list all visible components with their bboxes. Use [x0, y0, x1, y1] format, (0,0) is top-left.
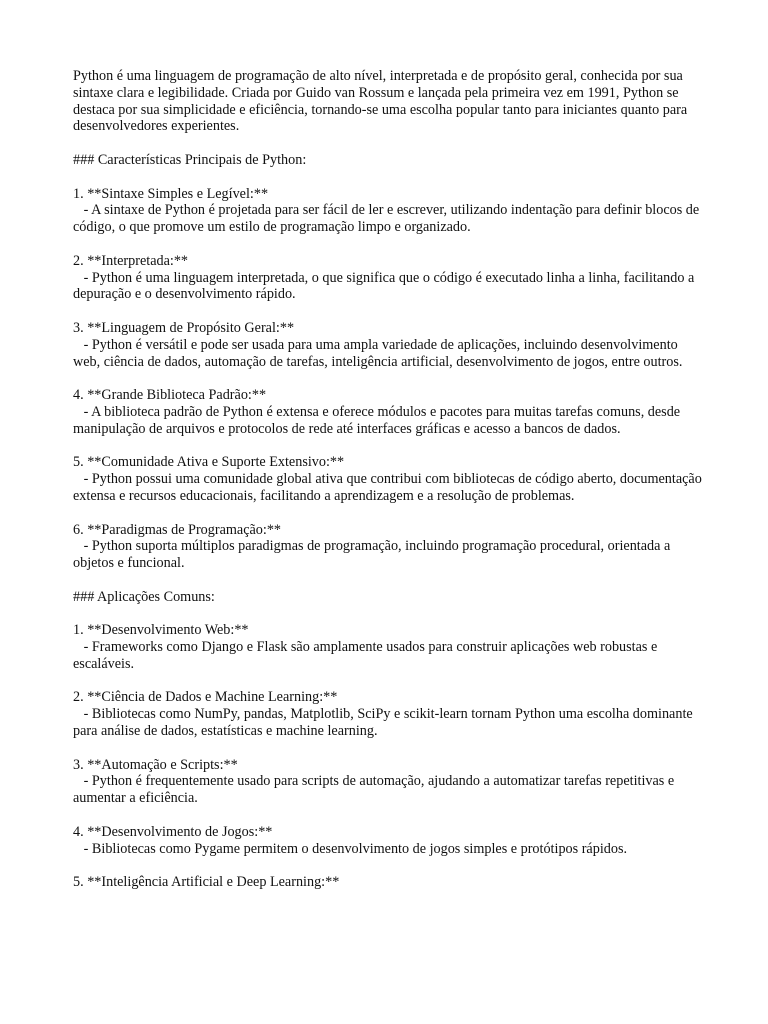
list-item: [73, 387, 703, 437]
list-item: [73, 622, 703, 672]
list-item: [73, 874, 703, 891]
list-item-title: 1. **Desenvolvimento Web:**: [73, 622, 249, 639]
list-item-description: - Frameworks como Django e Flask são amplamente usados para construir aplicações web robustas e escaláveis.: [73, 639, 661, 672]
list-item-description: - A biblioteca padrão de Python é extensa e oferece módulos e pacotes para muitas tarefas comuns, desde manipulação de arquivos e protocolos de rede até interfaces gráficas e acesso a bancos de dados.: [73, 403, 684, 437]
list-item: [73, 186, 703, 236]
list-item-description: - A sintaxe de Python é projetada para ser fácil de ler e escrever, utilizando indentação para definir blocos de código, o que promove um estilo de programação limpo e organizado.: [73, 202, 703, 236]
list-item: [73, 454, 706, 504]
list-item-description: - Bibliotecas como NumPy, pandas, Matplotlib, SciPy e scikit-learn tornam Python uma escolha dominante para análise de dados, estatísticas e machine learning.: [73, 706, 697, 740]
list-item: [73, 689, 703, 739]
section-heading-characteristics: ### Características Principais de Python:: [73, 151, 307, 168]
list-item-description: - Python é versátil e pode ser usada para uma ampla variedade de aplicações, incluindo desenvolvimento web, ciência de dados, automação de tarefas, inteligência artificial, desenvolvimento de jogos, entre outros.: [73, 336, 683, 370]
list-item: [73, 757, 703, 807]
list-item-description: - Python é uma linguagem interpretada, o que significa que o código é executado linha a linha, facilitando a depuração e o desenvolvimento rápido.: [73, 269, 698, 303]
list-item-title: 2. **Ciência de Dados e Machine Learning:**: [73, 689, 338, 706]
list-item-title: 3. **Automação e Scripts:**: [73, 756, 238, 773]
list-item-title: 4. **Desenvolvimento de Jogos:**: [73, 823, 273, 840]
section-heading-applications: ### Aplicações Comuns:: [73, 588, 215, 605]
list-item: [73, 253, 703, 303]
list-item: [73, 320, 703, 370]
list-item-title: 4. **Grande Biblioteca Padrão:**: [73, 387, 267, 404]
list-item-title: 5. **Inteligência Artificial e Deep Learning:**: [73, 874, 340, 891]
intro-paragraph: Python é uma linguagem de programação de alto nível, interpretada e de propósito geral, conhecida por sua sintaxe clara e legibilidade. Criada por Guido van Rossum e lançada pela primeira vez em 1991, Python se destaca por sua simplicidade e eficiência, tornando-se uma escolha popular tanto para iniciantes quanto para desenvolvedores experientes.: [73, 68, 688, 135]
list-item-description: - Python é frequentemente usado para scripts de automação, ajudando a automatizar tarefas repetitivas e aumentar a eficiência.: [73, 773, 678, 807]
list-item-title: 3. **Linguagem de Propósito Geral:**: [73, 319, 295, 336]
list-item-description: - Python suporta múltiplos paradigmas de programação, incluindo programação procedural, orientada a objetos e funcional.: [73, 538, 674, 572]
document-page: [73, 68, 706, 891]
list-item-title: 5. **Comunidade Ativa e Suporte Extensivo:**: [73, 454, 345, 471]
list-item-title: 2. **Interpretada:**: [73, 252, 189, 269]
list-item: [73, 824, 703, 858]
list-item-title: 6. **Paradigmas de Programação:**: [73, 521, 282, 538]
list-item: [73, 522, 703, 572]
list-item-description: - Python possui uma comunidade global ativa que contribui com bibliotecas de código aberto, documentação extensa e recursos educacionais, facilitando a aprendizagem e a resolução de problemas.: [73, 471, 706, 504]
list-item-description: - Bibliotecas como Pygame permitem o desenvolvimento de jogos simples e protótipos rápidos.: [73, 840, 628, 857]
list-item-title: 1. **Sintaxe Simples e Legível:**: [73, 185, 269, 202]
